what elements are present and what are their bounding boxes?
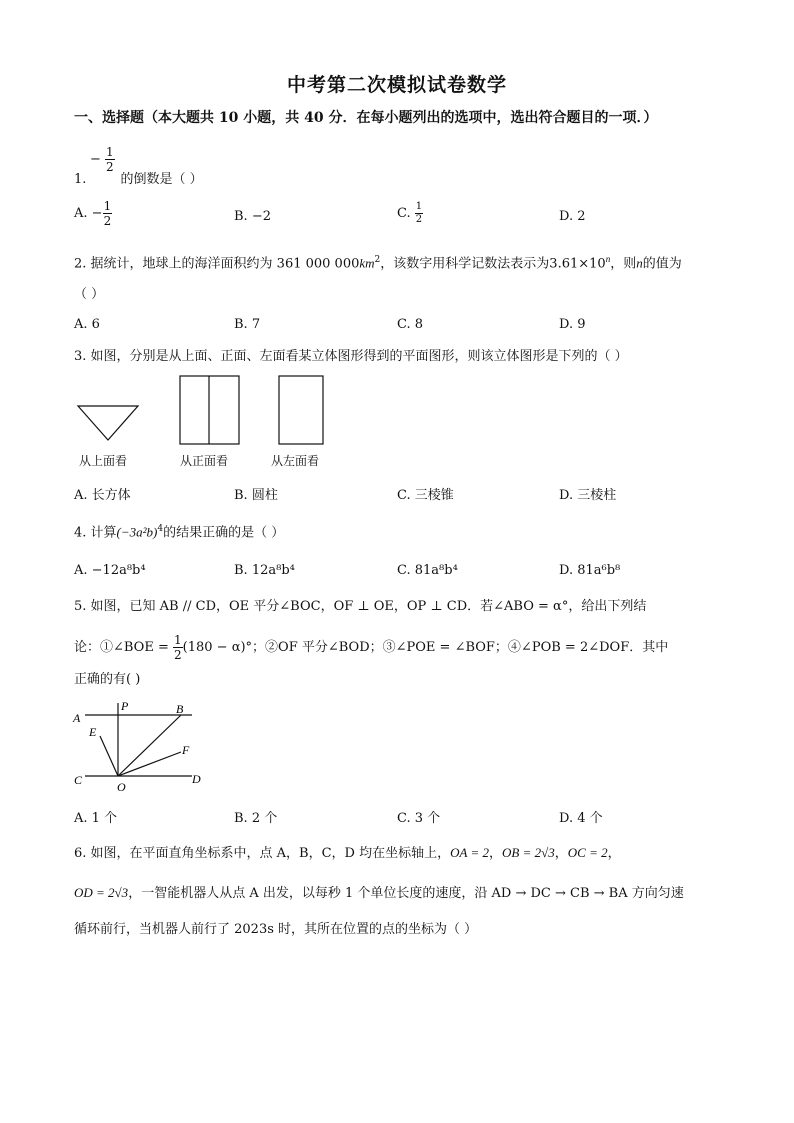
segment-oe [100,736,118,776]
q4-stem-b: 的结果正确的是（ ） [163,525,285,541]
q3-stem: 3. 如图，分别是从上面、正面、左面看某立体图形得到的平面图形，则该立体图形是下列的（ ） [74,349,628,364]
q1-option-a[interactable] [74,200,112,227]
q1-a-label: A. [74,206,88,221]
label-c: C [74,773,83,787]
q5-frac-den: 2 [174,648,182,662]
q2-stem [74,249,682,274]
q3-option-a[interactable]: A. 长方体 [74,488,131,503]
label-f: F [182,743,190,757]
q5-option-c[interactable]: C. 3 个 [397,811,441,826]
q4-option-a[interactable]: A. −12a⁸b⁴ [74,563,146,578]
q1-stem-text: 的倒数是（ ） [120,172,203,187]
q2-stem-a: 2. 据统计，地球上的海洋面积约为 361 000 000 [74,256,360,272]
q4-expr-exp: 4 [157,524,164,534]
section-heading: 一、选择题（本大题共 10 小题，共 40 分．在每小题列出的选项中，选出符合题目的一项．） [74,110,658,126]
q2-sci: 3.61×10 [549,256,606,272]
q2-option-d[interactable]: D. 9 [559,317,586,332]
q1-number: 1. [74,172,87,187]
q5-frac-num: 1 [174,633,182,647]
q1-sign: − [90,152,101,167]
label-d: D [192,772,201,786]
q2-unit-exp: 2 [374,255,381,265]
q5-line2-a: 论：①∠BOE = [74,640,169,655]
q3-label-left: 从左面看 [271,454,320,468]
q1-frac-den: 2 [106,160,114,174]
q5-geometry-figure [70,698,210,794]
q5-line1: 5. 如图，已知 AB // CD，OE 平分∠BOC，OF ⊥ OE，OP ⊥ CD．若∠ABO = α°，给出下列结 [74,599,647,614]
q2-option-a[interactable]: A. 6 [74,317,100,332]
q1-c-frac [415,202,423,225]
q5-frac [173,634,183,661]
q6-od: OD = 2√3 [74,885,129,900]
q6-line2 [74,883,684,904]
q3-label-front: 从正面看 [180,454,229,468]
q4-option-d[interactable]: D. 81a⁶b⁸ [559,563,621,578]
q6-oc: OC = 2 [567,845,608,860]
q1-a-den: 2 [103,214,112,228]
q3-option-d[interactable]: D. 三棱柱 [559,488,617,503]
q1-fraction [90,146,115,173]
q1-a-frac [103,200,113,227]
q1-a-num: 1 [103,199,112,213]
q2-stem-d: 的值为 [642,256,682,272]
label-a: A [73,711,81,725]
label-b: B [176,702,184,716]
q2-option-c[interactable]: C. 8 [397,317,424,332]
q5-line2 [74,634,668,661]
q1-frac-num: 1 [106,145,114,159]
q2-option-b[interactable]: B. 7 [234,317,261,332]
q4-expr: (−3a²b) [116,524,158,540]
q4-stem-a: 4. 计算 [74,525,117,541]
label-p: P [121,699,129,713]
q4-option-b[interactable]: B. 12a⁸b⁴ [234,563,295,578]
segment-ob [118,715,181,776]
q2-stem-c: ，则 [610,256,637,272]
q5-option-a[interactable]: A. 1 个 [74,811,118,826]
q2-unit: km [359,255,375,271]
q3-option-b[interactable]: B. 圆柱 [234,488,278,503]
q1-option-b[interactable]: B. −2 [234,209,271,224]
q4-option-c[interactable]: C. 81a⁸b⁴ [397,563,458,578]
q2-var: n [636,255,643,271]
q2-paren: （ ） [74,287,105,302]
q1-c-num: 1 [415,201,423,212]
q1-c-den: 2 [415,214,423,225]
q6-line1-a: 6. 如图，在平面直角坐标系中，点 A，B，C，D 均在坐标轴上， [74,846,451,861]
q5-line3: 正确的有( ) [74,672,141,687]
page-title: 中考第二次模拟试卷数学 [286,74,507,96]
q6-line1: 6. 如图，在平面直角坐标系中，点 A，B，C，D 均在坐标轴上，OA = 2，OB = 2√3，OC = 2， [74,845,621,861]
q5-line2-b: (180 − α)°；②OF 平分∠BOD；③∠POE = ∠BOF；④∠POB = 2∠DOF．其中 [182,640,669,655]
q3-views-figure [70,372,340,448]
q1-a-sign: − [91,206,103,221]
q1-c-label: C. [397,206,411,221]
label-e: E [89,725,97,739]
q1-frac [105,146,115,173]
q2-sci-exp: n [605,254,611,264]
q1-stem [74,170,203,190]
q5-option-b[interactable]: B. 2 个 [234,811,278,826]
q6-oa: OA = 2 [450,845,489,860]
q3-option-c[interactable]: C. 三棱锥 [397,488,454,503]
q1-option-d[interactable]: D. 2 [559,209,586,224]
label-o: O [117,780,126,794]
q3-top-view-triangle [78,406,138,440]
q3-label-top: 从上面看 [79,454,128,468]
q1-option-c[interactable] [397,202,423,225]
q2-stem-b: ，该数字用科学记数法表示为 [380,256,550,272]
segment-of [118,752,181,776]
q4-stem [74,519,284,543]
q6-ob: OB = 2√3 [502,845,555,860]
q6-line3: 循环前行，当机器人前行了 2023s 时，其所在位置的点的坐标为（ ） [74,922,478,937]
q6-line2-b: ，一智能机器人从点 A 出发，以每秒 1 个单位长度的速度，沿 AD → DC → CB → BA 方向匀速 [128,886,684,901]
q5-option-d[interactable]: D. 4 个 [559,811,603,826]
q3-left-view-rect [279,376,323,444]
